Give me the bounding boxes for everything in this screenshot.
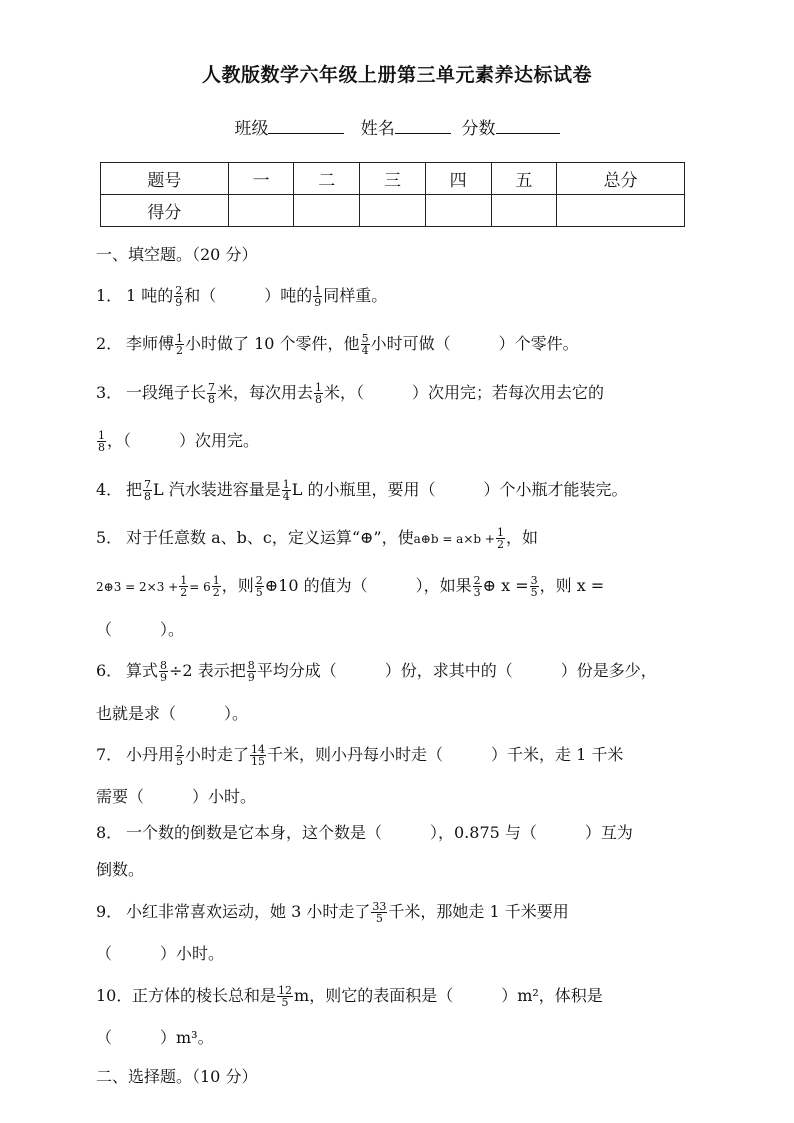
numerator: 1 [315,381,323,394]
question-number: 5． [96,528,123,547]
question-text: （ ）。 [96,620,185,639]
question-text: 把 [126,480,143,499]
score-header-cell: 三 [360,163,426,195]
numerator: 8 [160,659,168,672]
question-text: ，则 [221,576,254,595]
question-text: 也就是求（ ）。 [96,704,249,723]
score-table-header-row [101,163,685,195]
section-2-heading: 二、选择题。（10 分） [96,1067,258,1086]
name-blank[interactable] [395,117,451,134]
question-text: 平均分成（ ）份，求其中的（ ）份是多少， [256,661,657,680]
question-number: 4． [96,480,123,499]
question-6 [96,660,706,683]
class-label: 班级 [234,119,269,139]
fraction [207,382,216,405]
numerator: 3 [530,574,538,587]
score-header-cell: 总分 [557,163,685,195]
question-5-answer-line [96,619,706,641]
fraction [277,985,293,1008]
fraction [212,575,221,598]
numerator: 1 [314,284,322,297]
question-8 [96,822,706,844]
question-text: 米，每次用去 [217,383,314,402]
fraction [314,382,323,405]
fraction [247,660,256,683]
question-text: 米，（ ）次用完；若每次用去它的 [324,383,605,402]
score-label: 分数 [461,119,496,139]
question-2 [96,333,706,356]
question-9 [96,901,706,924]
denominator: 15 [251,755,266,768]
numerator: 7 [144,478,152,491]
score-header-cell: 一 [228,163,294,195]
fraction [496,527,505,550]
numerator: 1 [180,574,188,587]
fraction [361,333,370,356]
denominator: 8 [315,393,323,406]
fraction [179,575,188,598]
score-table-score-row [101,195,685,227]
fraction [250,744,266,767]
numerator: 1 [282,478,290,491]
section-1-heading: 一、填空题。（20 分） [96,245,258,264]
operation-definition: a⊕b = a×b + [413,532,495,546]
question-10 [96,985,706,1008]
question-text: 小时做了 10 个零件，他 [185,334,360,353]
question-text: ，（ ）次用完。 [107,431,260,450]
score-cell[interactable] [425,195,491,227]
question-text: 小丹用 [126,745,175,764]
question-7 [96,744,706,767]
denominator: 2 [176,344,184,357]
fraction [313,285,322,308]
denominator: 5 [255,586,263,599]
denominator: 8 [208,393,216,406]
question-number: 2． [96,334,123,353]
question-text: 一个数的倒数是它本身，这个数是（ ），0.875 与（ ）互为 [126,823,633,842]
fraction [174,285,183,308]
numerator: 1 [176,332,184,345]
question-5-continued [96,575,706,598]
question-7-continued [96,786,706,808]
fraction [143,479,152,502]
score-cell[interactable] [228,195,294,227]
question-1 [96,285,706,308]
numerator: 2 [176,743,184,756]
name-label: 姓名 [360,119,395,139]
numerator: 1 [98,429,105,442]
score-table [100,162,685,227]
denominator: 9 [175,296,183,309]
score-header-cell: 四 [425,163,491,195]
question-text: 算式 [126,661,159,680]
numerator: 33 [372,900,387,913]
question-text: ，如 [505,528,538,547]
denominator: 2 [180,586,188,599]
fraction [175,744,184,767]
numerator: 1 [496,526,504,539]
numerator: 8 [247,659,255,672]
denominator: 3 [473,586,481,599]
fraction [371,901,387,924]
denominator: 9 [314,296,322,309]
fraction [97,430,106,453]
score-cell[interactable] [491,195,557,227]
numerator: 2 [255,574,263,587]
question-text: 李师傅 [126,334,175,353]
fraction [530,575,539,598]
question-text: 倒数。 [96,860,145,879]
question-text: ÷2 表示把 [169,661,246,680]
denominator: 2 [212,586,220,599]
question-text: L 的小瓶里，要用（ ）个小瓶才能装完。 [291,480,628,499]
question-text: 小红非常喜欢运动，她 3 小时走了 [126,902,371,921]
question-9-continued [96,943,706,965]
question-text: 正方体的棱长总和是 [132,986,277,1005]
question-text: 千米，则小丹每小时走（ ）千米，走 1 千米 [267,745,624,764]
numerator: 2 [473,574,481,587]
question-text: 小时可做（ ）个零件。 [370,334,579,353]
numerator: 2 [175,284,183,297]
question-number: 7． [96,745,123,764]
question-text: ⊕10 的值为（ ），如果 [264,576,472,595]
question-number: 8． [96,823,123,842]
question-number: 3． [96,383,123,402]
score-cell[interactable] [557,195,685,227]
fraction [282,479,291,502]
question-number: 10． [96,986,133,1005]
denominator: 2 [496,538,504,551]
score-header-cell: 五 [491,163,557,195]
student-info [0,114,794,139]
question-text: L 汽水装进容量是 [153,480,281,499]
question-text: 千米，那她走 1 千米要用 [388,902,569,921]
operation-example: = 6 [189,580,211,594]
page-title: 人教版数学六年级上册第三单元素养达标试卷 [201,64,592,86]
question-5 [96,527,706,550]
question-number: 9． [96,902,123,921]
fraction [159,660,168,683]
denominator: 5 [281,996,289,1009]
question-number: 6． [96,661,123,680]
operation-example: 2⊕3 = 2×3 + [96,580,179,594]
denominator: 9 [247,671,255,684]
question-text: 和（ ）吨的 [184,286,313,305]
question-text: 一段绳子长 [126,383,207,402]
question-number: 1． [96,286,123,305]
question-text: 需要（ ）小时。 [96,787,257,806]
score-cell[interactable] [294,195,360,227]
question-text: 对于任意数 a、b、c，定义运算“⊕”，使 [126,528,414,547]
question-text: 小时走了 [185,745,250,764]
question-text: 1 吨的 [126,286,174,305]
numerator: 5 [361,332,369,345]
denominator: 8 [98,441,105,454]
numerator: 1 [212,574,220,587]
question-3 [96,382,706,405]
question-text: m，则它的表面积是（ ）m²，体积是 [294,986,603,1005]
numerator: 7 [208,381,216,394]
question-text: （ ）小时。 [96,944,225,963]
denominator: 5 [176,755,184,768]
score-header-cell: 题号 [101,163,229,195]
score-header-cell: 二 [294,163,360,195]
question-text: ，则 x = [539,576,605,595]
class-blank[interactable] [268,117,344,134]
numerator: 12 [278,984,293,997]
question-text: 同样重。 [323,286,388,305]
fraction [175,333,184,356]
denominator: 9 [160,671,168,684]
denominator: 4 [282,490,290,503]
question-8-continued [96,859,706,881]
question-3-continued [96,430,706,453]
question-text: ⊕ x = [482,576,529,595]
question-text: （ ）m³。 [96,1028,214,1047]
fraction [473,575,482,598]
question-6-continued [96,703,706,725]
numerator: 14 [251,743,266,756]
score-row-label: 得分 [101,195,229,227]
fraction [255,575,264,598]
denominator: 5 [530,586,538,599]
question-10-continued [96,1027,706,1049]
denominator: 4 [361,344,369,357]
score-blank[interactable] [496,117,560,134]
question-4 [96,479,706,502]
denominator: 5 [375,912,383,925]
score-cell[interactable] [360,195,426,227]
denominator: 8 [144,490,152,503]
